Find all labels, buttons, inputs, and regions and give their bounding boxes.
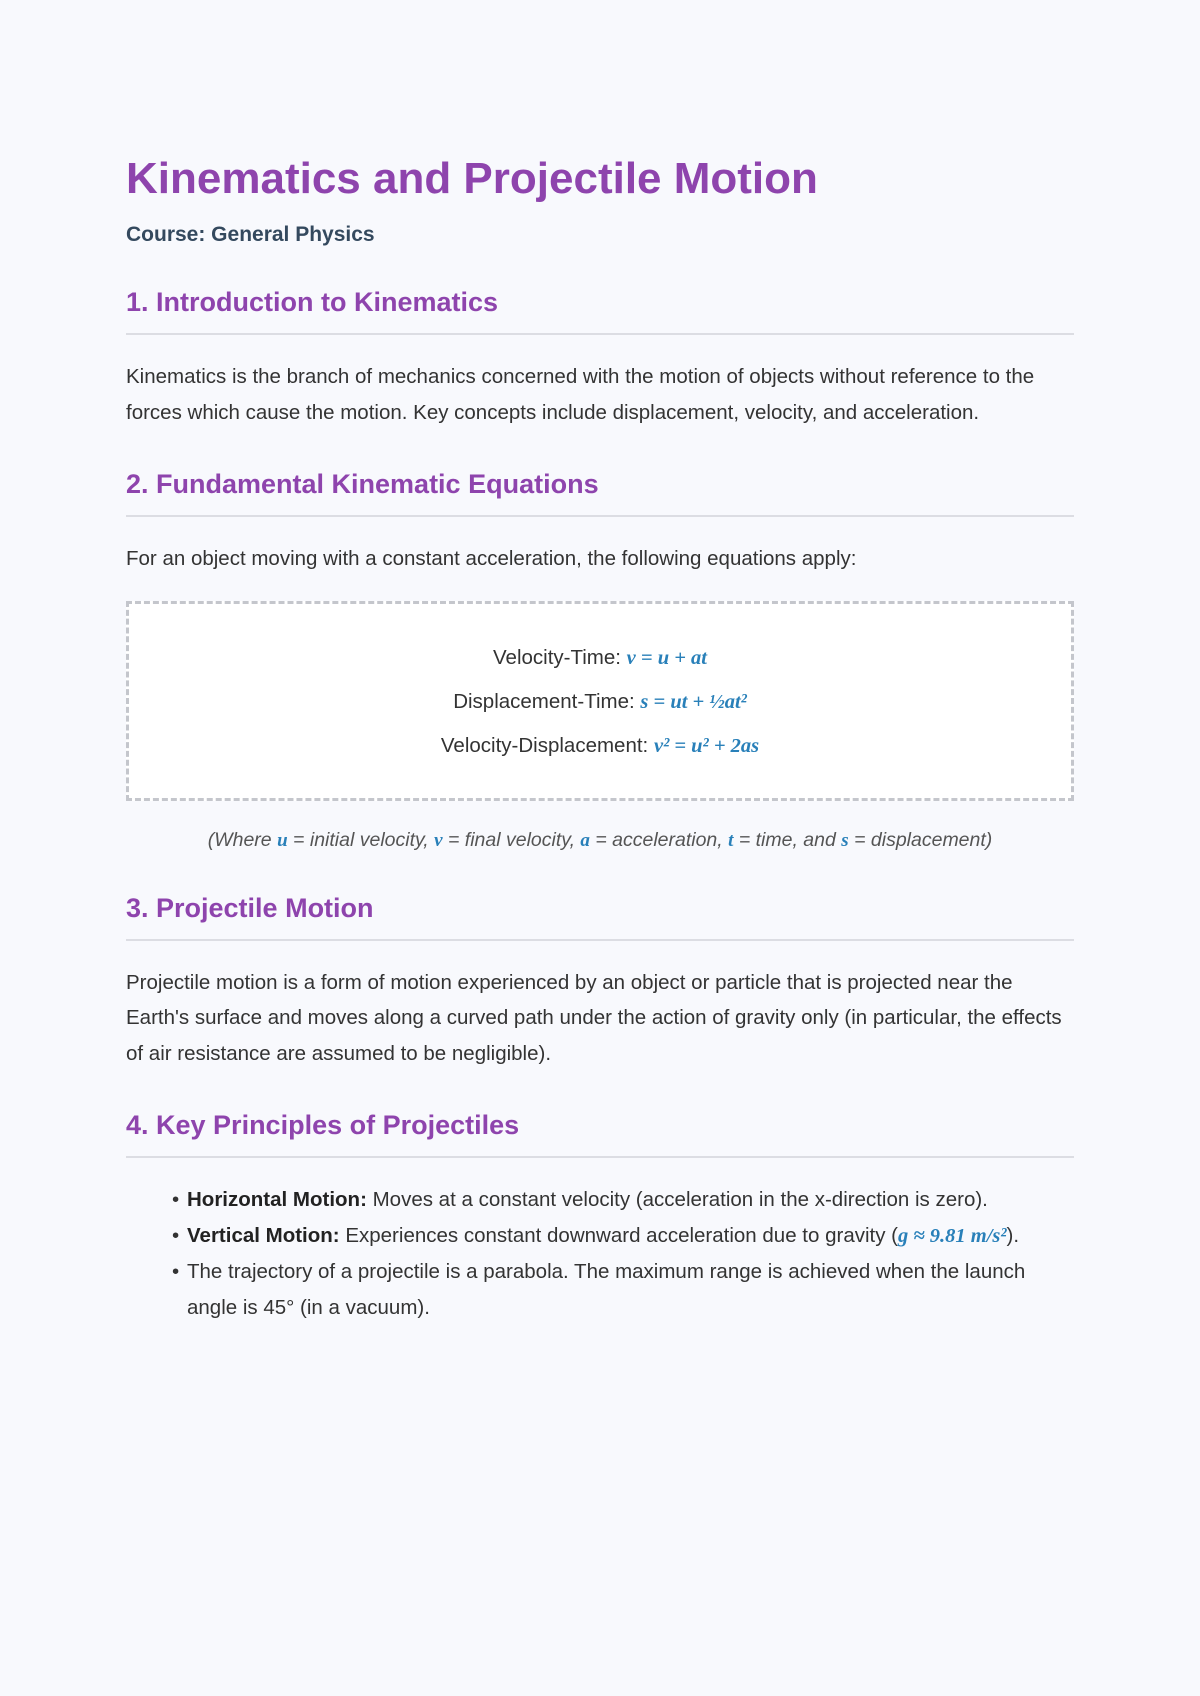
- list-item: [172, 1218, 1074, 1255]
- caption-text: = displacement): [848, 828, 993, 851]
- caption-text: = acceleration,: [589, 828, 729, 851]
- list-item: [172, 1182, 1074, 1218]
- equation-row: [129, 680, 1071, 724]
- section-paragraph: Kinematics is the branch of mechanics concerned with the motion of objects without reference to the forces which cause the motion. Key concepts include displacement, velocity, and acceleration.: [126, 365, 1035, 424]
- bullet-icon: •: [172, 1260, 180, 1283]
- caption-text: = initial velocity,: [287, 828, 435, 851]
- equations-caption: [126, 827, 1074, 854]
- caption-variable: s: [841, 829, 849, 851]
- equation-row: [129, 636, 1071, 680]
- caption-text: = time, and: [733, 828, 842, 851]
- course-label: Course: General Physics: [126, 223, 375, 246]
- list-item-text: The trajectory of a projectile is a parabola. The maximum range is achieved when the launch angle is 45° (in a vacuum).: [187, 1260, 1026, 1319]
- section-heading: 4. Key Principles of Projectiles: [126, 1108, 1074, 1158]
- equations-box: [126, 601, 1074, 801]
- equation-formula: v² = u² + 2as: [653, 734, 760, 757]
- section-projectile-motion: [126, 891, 1074, 1072]
- section-equations: [126, 467, 1074, 854]
- equation-formula: s = ut + ½at²: [640, 690, 747, 713]
- caption-text: (Where: [207, 828, 278, 851]
- section-heading: 3. Projectile Motion: [126, 891, 1074, 941]
- principles-list: [126, 1182, 1074, 1325]
- list-item-term: Horizontal Motion:: [187, 1188, 367, 1211]
- section-key-principles: [126, 1108, 1074, 1325]
- document-title: Kinematics and Projectile Motion: [126, 154, 818, 203]
- caption-variable: a: [580, 829, 590, 851]
- bullet-icon: •: [172, 1223, 180, 1247]
- list-item-formula: g ≈ 9.81 m/s²: [898, 1224, 1007, 1247]
- equation-label: Velocity-Time:: [493, 645, 621, 669]
- section-heading: 1. Introduction to Kinematics: [126, 285, 1074, 335]
- equation-label: Displacement-Time:: [453, 689, 635, 713]
- section-introduction: [126, 285, 1074, 430]
- caption-variable: u: [277, 829, 288, 851]
- list-item: [172, 1254, 1074, 1325]
- caption-variable: t: [728, 829, 734, 851]
- list-item-text-after: ).: [1006, 1223, 1020, 1247]
- equation-row: [129, 724, 1071, 768]
- section-paragraph: For an object moving with a constant acceleration, the following equations apply:: [126, 547, 857, 570]
- section-paragraph: Projectile motion is a form of motion experienced by an object or particle that is projected near the Earth's surface and moves along a curved path under the action of gravity only (in particular, the effects of air resistance are assumed to be negligible).: [126, 970, 1062, 1065]
- caption-variable: v: [434, 829, 443, 851]
- list-item-text: Moves at a constant velocity (acceleration in the x-direction is zero).: [366, 1188, 988, 1211]
- document-content: [126, 150, 1074, 1325]
- section-heading: 2. Fundamental Kinematic Equations: [126, 467, 1074, 517]
- equation-label: Velocity-Displacement:: [440, 733, 649, 757]
- caption-text: = final velocity,: [442, 828, 581, 851]
- bullet-icon: •: [172, 1188, 180, 1211]
- list-item-text: Experiences constant downward acceleration due to gravity (: [339, 1223, 898, 1247]
- list-item-term: Vertical Motion:: [187, 1223, 340, 1247]
- equation-formula: v = u + at: [626, 646, 707, 669]
